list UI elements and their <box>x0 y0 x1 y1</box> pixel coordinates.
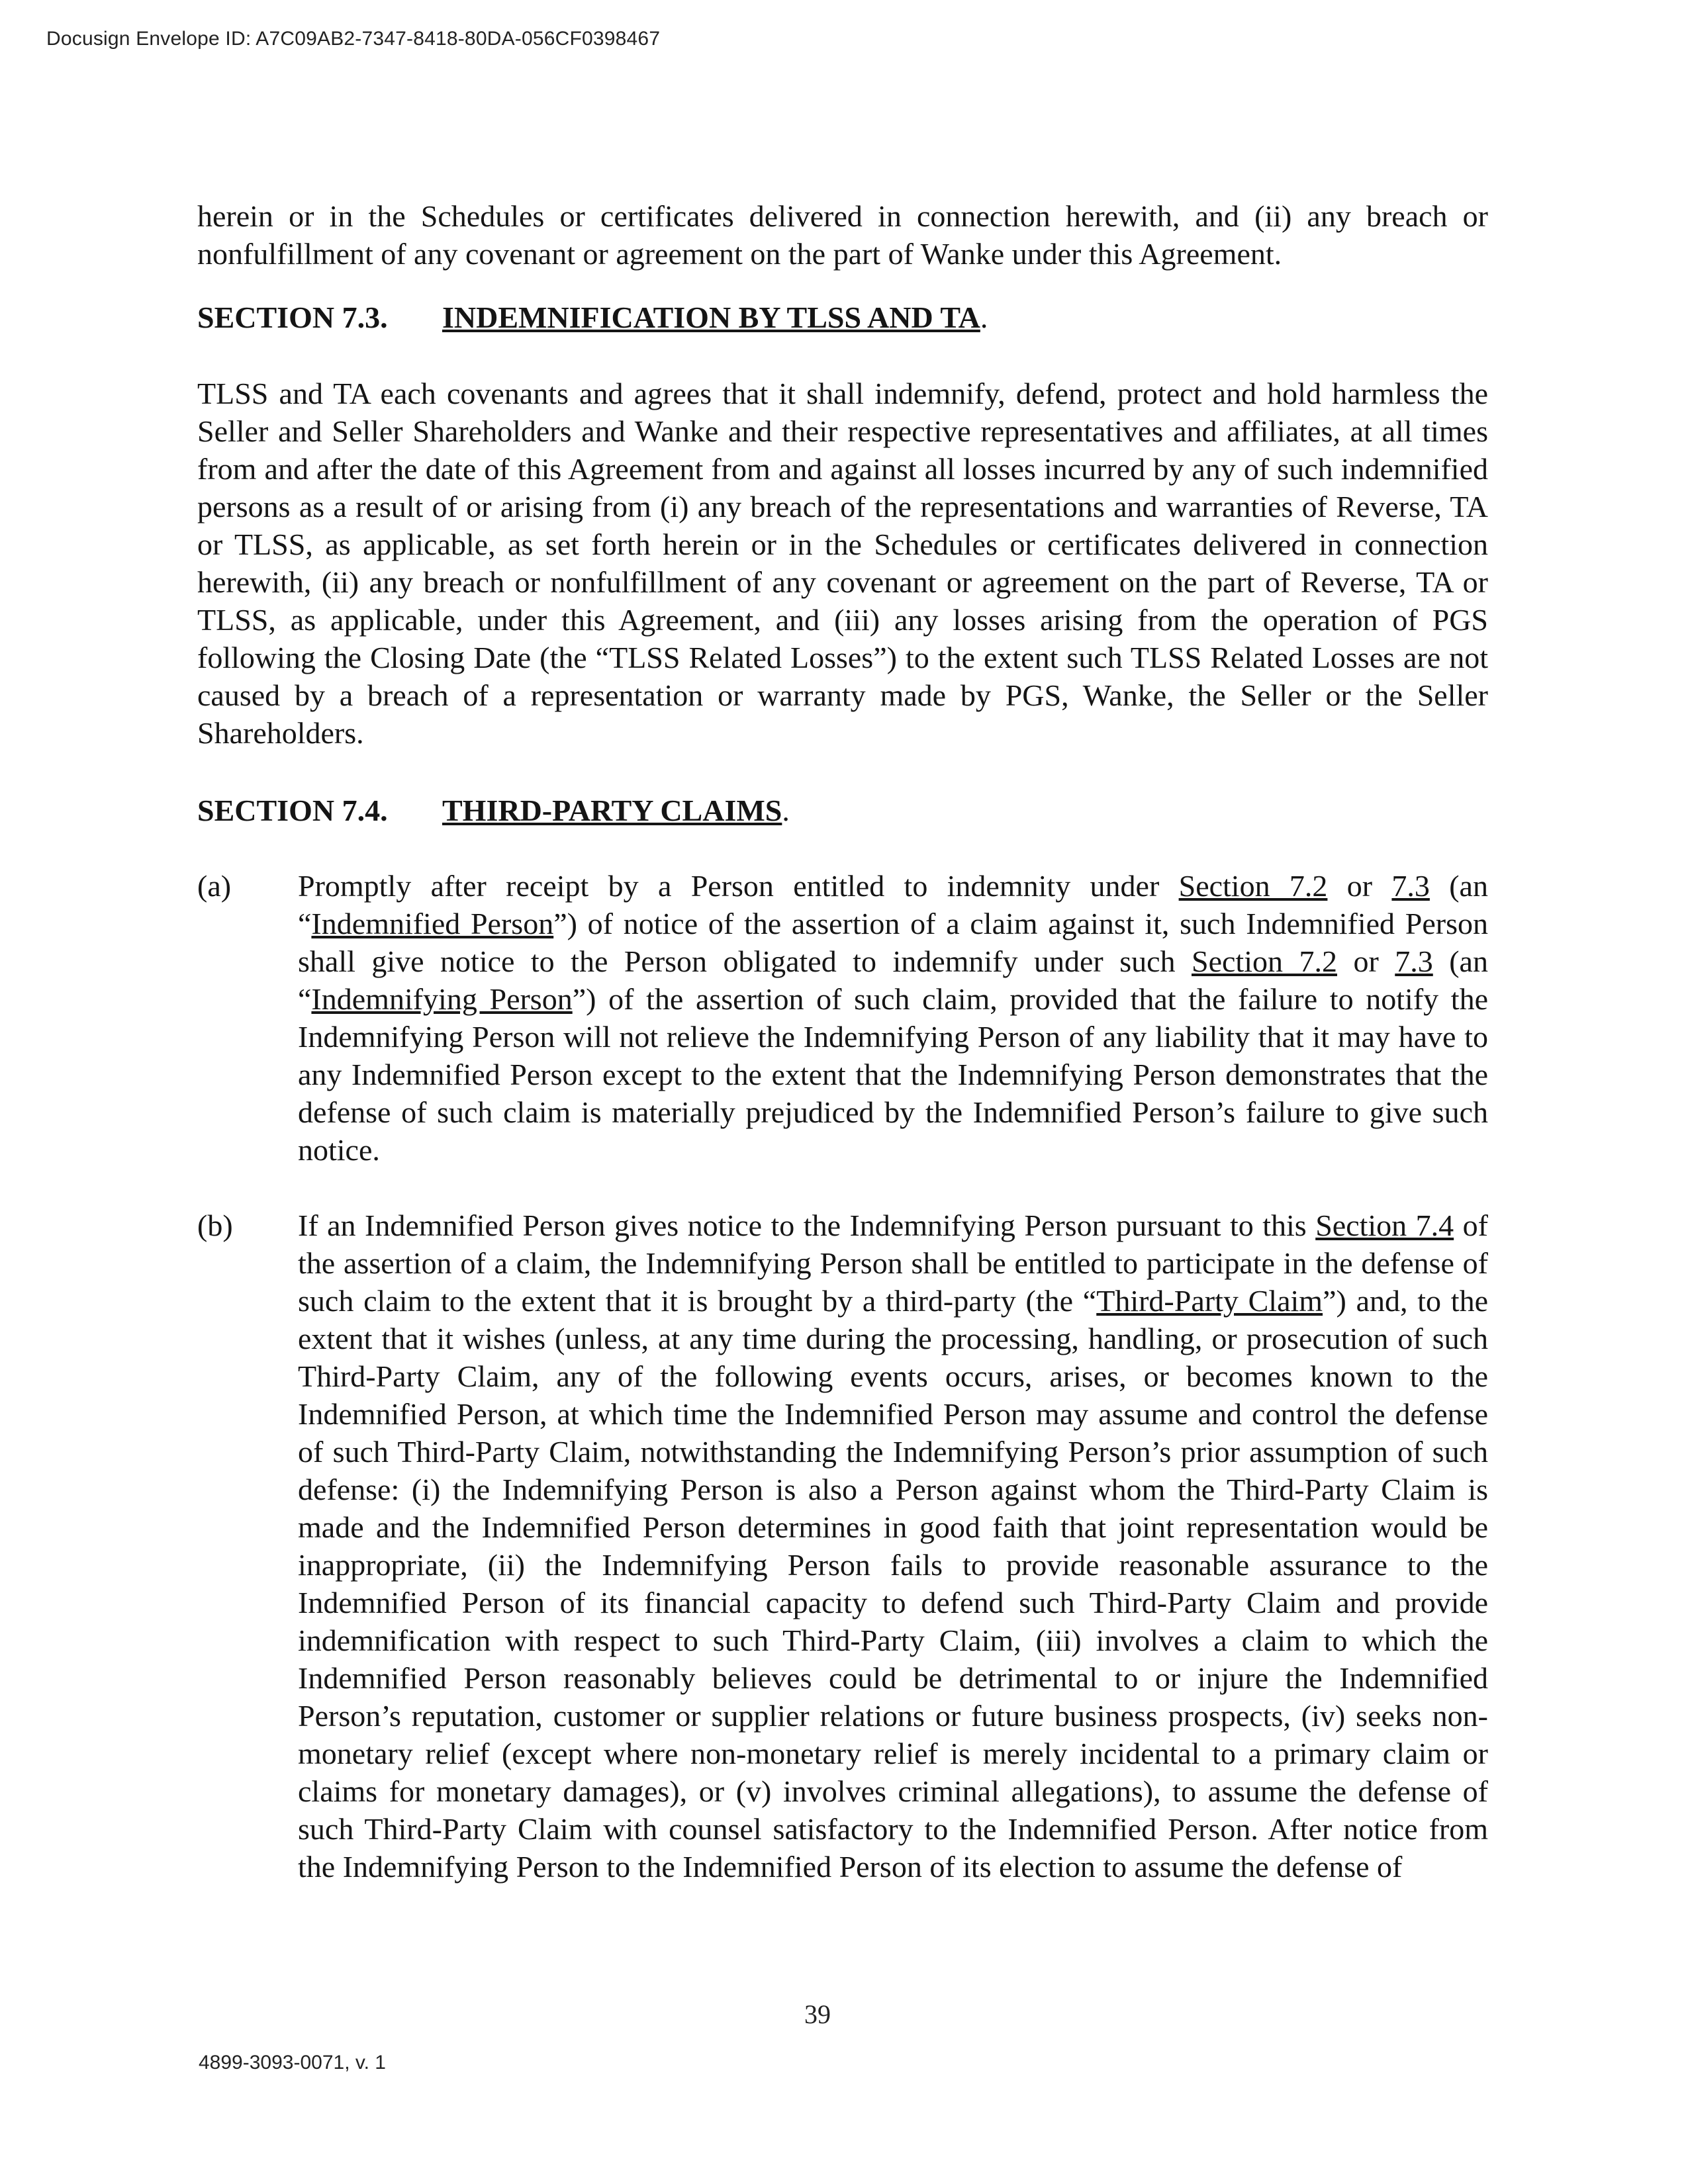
text-run: (an “ <box>298 869 1488 940</box>
envelope-id-header: Docusign Envelope ID: A7C09AB2-7347-8418-80DA-056CF0398467 <box>46 28 661 50</box>
section-title: THIRD-PARTY CLAIMS <box>442 794 782 827</box>
section-reference: Section 7.2 <box>1192 944 1337 978</box>
section-title: INDEMNIFICATION BY TLSS AND TA <box>442 300 980 334</box>
text-run: of the assertion of a claim, the Indemnifying Person shall be entitled to participate in the defense of such claim to the extent that it is brought by a third-party (the “ <box>298 1208 1488 1318</box>
section-reference: Section 7.4 <box>1315 1208 1454 1242</box>
text-run: or <box>1336 944 1395 978</box>
item-text <box>298 1206 1488 1886</box>
text-run: or <box>1327 869 1392 903</box>
text-run: ”) and, to the extent that it wishes (unless, at any time during the processing, handling, or prosecution of such Third-Party Claim, any of the following events occurs, arises, or becomes known to the Indemnified Person, at which time the Indemnified Person may assume and control the defense of such Third-Party Claim, notwithstanding the Indemnifying Person’s prior assumption of such defense: (i) the Indemnifying Person is also a Person against whom the Third-Party Claim is made and the Indemnified Person determines in good faith that joint representation would be inappropriate, (ii) the Indemnifying Person fails to provide reasonable assurance to the Indemnified Person of its financial capacity to defend such Third-Party Claim and provide indemnification with respect to such Third-Party Claim, (iii) involves a claim to which the Indemnified Person reasonably believes could be detrimental to or injure the Indemnified Person’s reputation, customer or supplier relations or future business prospects, (iv) seeks non-monetary relief (except where non-monetary relief is merely incidental to a primary claim or claims for monetary damages), or (v) involves criminal allegations), to assume the defense of such Third-Party Claim with counsel satisfactory to the Indemnified Person. After notice from the Indemnifying Person to the Indemnified Person of its election to assume the defense of <box>298 1284 1488 1884</box>
section-number: SECTION 7.4. <box>197 794 388 827</box>
section-title-period: . <box>980 300 988 334</box>
text-run: ”) of notice of the assertion of a claim against it, such Indemnified Person shall give notice to the Person obligated to indemnify under such <box>298 907 1488 978</box>
section-7-3-heading <box>197 298 1488 336</box>
text-run: If an Indemnified Person gives notice to the Indemnifying Person pursuant to this <box>298 1208 1316 1242</box>
item-label: (b) <box>197 1208 233 1242</box>
section-number: SECTION 7.3. <box>197 300 388 334</box>
text-run: (an “ <box>298 944 1488 1016</box>
section-reference: Section 7.2 <box>1178 869 1328 903</box>
section-reference: 7.3 <box>1391 869 1430 903</box>
intro-paragraph: herein or in the Schedules or certificates delivered in connection herewith, and (ii) any breach or nonfulfillment of any covenant or agreement on the part of Wanke under this Agreement. <box>197 199 1488 271</box>
item-label: (a) <box>197 869 232 903</box>
document-id-footer: 4899-3093-0071, v. 1 <box>199 2052 386 2073</box>
section-reference: 7.3 <box>1395 944 1433 978</box>
text-run: ”) of the assertion of such claim, provided that the failure to notify the Indemnifying Person will not relieve the Indemnifying Person of any liability that it may have to any Indemnified Person except to the extent that the Indemnifying Person demonstrates that the defense of such claim is materially prejudiced by the Indemnified Person’s failure to give such notice. <box>298 982 1488 1167</box>
item-b <box>197 1206 1488 1886</box>
defined-term: Third-Party Claim <box>1096 1284 1323 1318</box>
section-title-period: . <box>782 794 790 827</box>
page-number: 39 <box>804 1999 831 2029</box>
text-run: Promptly after receipt by a Person entitled to indemnity under <box>298 869 1179 903</box>
section-7-3-paragraph: TLSS and TA each covenants and agrees that it shall indemnify, defend, protect and hold harmless the Seller and Seller Shareholders and Wanke and their respective representatives and affiliates, at all times from and after the date of this Agreement from and against all losses incurred by any of such indemnified persons as a result of or arising from (i) any breach of the representations and warranties of Reverse, TA or TLSS, as applicable, as set forth herein or in the Schedules or certificates delivered in connection herewith, (ii) any breach or nonfulfillment of any covenant or agreement on the part of Reverse, TA or TLSS, as applicable, under this Agreement, and (iii) any losses arising from the operation of PGS following the Closing Date (the “TLSS Related Losses”) to the extent such TLSS Related Losses are not caused by a breach of a representation or warranty made by PGS, Wanke, the Seller or the Seller Shareholders. <box>197 377 1488 750</box>
defined-term: Indemnified Person <box>311 907 554 940</box>
defined-term: Indemnifying Person <box>311 982 573 1016</box>
item-text <box>298 867 1488 1169</box>
section-7-4-heading <box>197 792 1488 829</box>
item-a <box>197 867 1488 1169</box>
